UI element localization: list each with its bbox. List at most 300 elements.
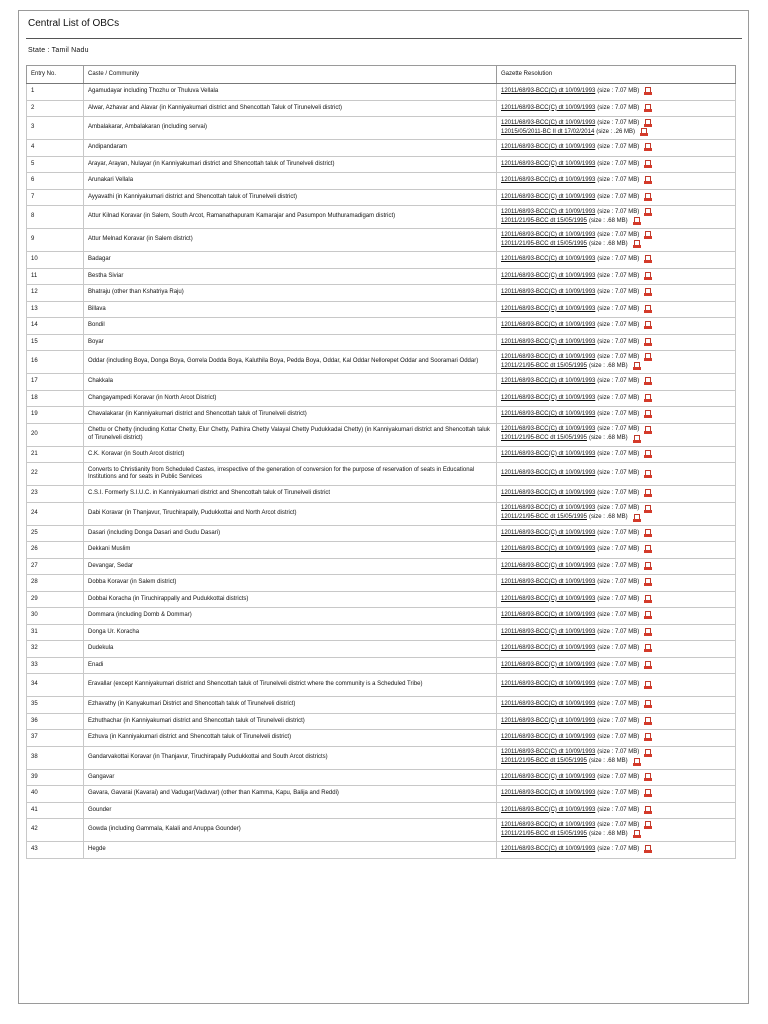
gazette-cell — [497, 730, 736, 747]
caste-name: Devangar, Sedar — [84, 558, 497, 575]
table-row — [27, 486, 736, 503]
table-row — [27, 525, 736, 542]
file-size: (size : 7.07 MB) — [597, 338, 640, 345]
file-size: (size : 7.07 MB) — [597, 177, 640, 184]
file-size: (size : 7.07 MB) — [597, 546, 640, 553]
gazette-link[interactable]: 12011/68/93-BCC(C) dt 10/09/1993 — [501, 579, 596, 586]
caste-name: Donga Ur. Koracha — [84, 624, 497, 641]
gazette-link[interactable]: 12011/68/93-BCC(C) dt 10/09/1993 — [501, 160, 596, 167]
caste-name: Oddar (including Boya, Donga Boya, Gorrela Dodda Boya, Kaluthila Boya, Pedda Boya, Oddar, Kal Oddar Nellorepet Oddar and Sooramari Oddar) — [84, 351, 497, 374]
file-size: (size : 7.07 MB) — [597, 426, 640, 433]
pdf-icon[interactable] — [644, 208, 652, 217]
table-row — [27, 641, 736, 658]
pdf-icon[interactable] — [644, 595, 652, 604]
pdf-icon[interactable] — [644, 288, 652, 297]
gazette-link[interactable]: 12011/68/93-BCC(C) dt 10/09/1993 — [501, 322, 596, 329]
gazette-link[interactable]: 12011/68/93-BCC(C) dt 10/09/1993 — [501, 846, 596, 853]
table-row — [27, 542, 736, 559]
entry-number: 10 — [27, 252, 84, 269]
table-row — [27, 252, 736, 269]
table-row — [27, 769, 736, 786]
gazette-link[interactable]: 12011/68/93-BCC(C) dt 10/09/1993 — [501, 546, 596, 553]
table-row — [27, 140, 736, 157]
entry-number: 22 — [27, 463, 84, 486]
table-row — [27, 575, 736, 592]
gazette-entry — [501, 821, 731, 830]
entry-number: 38 — [27, 746, 84, 769]
gazette-link[interactable]: 12011/68/93-BCC(C) dt 10/09/1993 — [501, 645, 596, 652]
gazette-cell — [497, 641, 736, 658]
gazette-entry — [501, 128, 731, 137]
entry-number: 14 — [27, 318, 84, 335]
pdf-icon[interactable] — [644, 733, 652, 742]
gazette-entry — [501, 806, 731, 815]
entry-number: 39 — [27, 769, 84, 786]
file-size: (size : 7.07 MB) — [597, 645, 640, 652]
table-row — [27, 558, 736, 575]
file-size: (size : 7.07 MB) — [597, 806, 640, 813]
entry-number: 16 — [27, 351, 84, 374]
file-size: (size : 7.07 MB) — [597, 353, 640, 360]
table-row — [27, 423, 736, 446]
pdf-icon[interactable] — [644, 193, 652, 202]
pdf-icon[interactable] — [644, 545, 652, 554]
table-row — [27, 674, 736, 697]
gazette-entry — [501, 505, 731, 514]
pdf-icon[interactable] — [644, 231, 652, 240]
header-caste: Caste / Community — [84, 66, 497, 84]
gazette-entry — [501, 545, 731, 554]
pdf-icon[interactable] — [644, 104, 652, 113]
table-row — [27, 334, 736, 351]
entry-number: 12 — [27, 285, 84, 302]
gazette-entry — [501, 661, 731, 670]
gazette-entry — [501, 272, 731, 281]
file-size: (size : 7.07 MB) — [597, 681, 640, 688]
gazette-link[interactable]: 12011/68/93-BCC(C) dt 10/09/1993 — [501, 208, 596, 215]
file-size: (size : 7.07 MB) — [597, 612, 640, 619]
gazette-entry — [501, 595, 731, 604]
pdf-icon[interactable] — [644, 611, 652, 620]
caste-name: C.K. Koravar (in South Arcot district) — [84, 446, 497, 463]
table-row — [27, 84, 736, 101]
file-size: (size : 7.07 MB) — [597, 701, 640, 708]
gazette-cell — [497, 100, 736, 117]
file-size: (size : .68 MB) — [588, 217, 628, 224]
pdf-icon[interactable] — [644, 255, 652, 264]
table-row — [27, 351, 736, 374]
pdf-icon[interactable] — [644, 143, 652, 152]
table-row — [27, 301, 736, 318]
file-size: (size : 7.07 MB) — [597, 104, 640, 111]
gazette-link[interactable]: 12011/68/93-BCC(C) dt 10/09/1993 — [501, 289, 596, 296]
table-row — [27, 746, 736, 769]
gazette-link[interactable]: 12011/68/93-BCC(C) dt 10/09/1993 — [501, 734, 596, 741]
gazette-entry — [501, 578, 731, 587]
caste-name: Chettu or Chetty (including Kottar Chetty, Elur Chetty, Pathira Chetty Valayal Chetty Pudukkadai Chetty) (in Kanniyakumari district and Shencottah taluk of Tirunelveli district) — [84, 423, 497, 446]
gazette-link[interactable]: 12011/68/93-BCC(C) dt 10/09/1993 — [501, 701, 596, 708]
gazette-link[interactable]: 12011/68/93-BCC(C) dt 10/09/1993 — [501, 529, 596, 536]
pdf-icon[interactable] — [644, 321, 652, 330]
gazette-link[interactable]: 12011/68/93-BCC(C) dt 10/09/1993 — [501, 426, 596, 433]
caste-name: Ezhuva (in Kanniyakumari district and Shencottah taluk of Tirunelveli district) — [84, 730, 497, 747]
pdf-icon[interactable] — [640, 128, 648, 137]
gazette-link[interactable]: 12011/68/93-BCC(C) dt 10/09/1993 — [501, 681, 596, 688]
caste-name: Bondil — [84, 318, 497, 335]
entry-number: 1 — [27, 84, 84, 101]
table-row — [27, 657, 736, 674]
gazette-cell — [497, 390, 736, 407]
gazette-link[interactable]: 12011/68/93-BCC(C) dt 10/09/1993 — [501, 378, 596, 385]
table-row — [27, 117, 736, 140]
entry-number: 27 — [27, 558, 84, 575]
caste-name: Dabi Koravar (in Thanjavur, Tiruchirapally, Pudukkottai and North Arcot district) — [84, 502, 497, 525]
gazette-link[interactable]: 12011/68/93-BCC(C) dt 10/09/1993 — [501, 353, 596, 360]
file-size: (size : 7.07 MB) — [597, 193, 640, 200]
header-gazette: Gazette Resolution — [497, 66, 736, 84]
gazette-entry — [501, 231, 731, 240]
gazette-cell — [497, 674, 736, 697]
pdf-icon[interactable] — [644, 176, 652, 185]
file-size: (size : .68 MB) — [588, 362, 628, 369]
gazette-link[interactable]: 12011/68/93-BCC(C) dt 10/09/1993 — [501, 104, 596, 111]
caste-name: Dekkani Muslim — [84, 542, 497, 559]
caste-name: Gangavar — [84, 769, 497, 786]
pdf-icon[interactable] — [644, 578, 652, 587]
entry-number: 31 — [27, 624, 84, 641]
pdf-icon[interactable] — [644, 562, 652, 571]
gazette-cell — [497, 351, 736, 374]
gazette-link[interactable]: 12011/21/95-BCC dt 15/05/1995 — [501, 240, 587, 247]
pdf-icon[interactable] — [644, 717, 652, 726]
pdf-icon[interactable] — [644, 773, 652, 782]
gazette-link[interactable]: 12011/68/93-BCC(C) dt 10/09/1993 — [501, 505, 596, 512]
pdf-icon[interactable] — [633, 514, 641, 523]
pdf-icon[interactable] — [644, 489, 652, 498]
pdf-icon[interactable] — [633, 435, 641, 444]
table-row — [27, 100, 736, 117]
entry-number: 37 — [27, 730, 84, 747]
gazette-link[interactable]: 12011/21/95-BCC dt 15/05/1995 — [501, 830, 587, 837]
caste-name: Dudekula — [84, 641, 497, 658]
gazette-cell — [497, 624, 736, 641]
pdf-icon[interactable] — [644, 749, 652, 758]
gazette-cell — [497, 463, 736, 486]
file-size: (size : 7.07 MB) — [597, 378, 640, 385]
caste-name: Attur Melnad Koravar (in Salem district) — [84, 229, 497, 252]
gazette-link[interactable]: 12011/68/93-BCC(C) dt 10/09/1993 — [501, 612, 596, 619]
gazette-cell — [497, 608, 736, 625]
gazette-entry — [501, 362, 731, 371]
entry-number: 2 — [27, 100, 84, 117]
table-row — [27, 502, 736, 525]
gazette-link[interactable]: 12011/68/93-BCC(C) dt 10/09/1993 — [501, 470, 596, 477]
file-size: (size : 7.07 MB) — [597, 208, 640, 215]
gazette-link[interactable]: 12011/68/93-BCC(C) dt 10/09/1993 — [501, 394, 596, 401]
file-size: (size : 7.07 MB) — [597, 505, 640, 512]
file-size: (size : .68 MB) — [588, 758, 628, 765]
table-row — [27, 786, 736, 803]
gazette-cell — [497, 502, 736, 525]
file-size: (size : 7.07 MB) — [597, 595, 640, 602]
caste-name: Gavara, Gavarai (Kavarai) and Vadugar(Vaduvar) (other than Kamma, Kapu, Balija and Reddi) — [84, 786, 497, 803]
title-divider — [26, 38, 742, 39]
table-row — [27, 189, 736, 206]
pdf-icon[interactable] — [644, 426, 652, 435]
gazette-link[interactable]: 12011/21/95-BCC dt 15/05/1995 — [501, 435, 587, 442]
gazette-entry — [501, 514, 731, 523]
gazette-link[interactable]: 12011/21/95-BCC dt 15/05/1995 — [501, 758, 587, 765]
file-size: (size : 7.07 MB) — [597, 144, 640, 151]
gazette-entry — [501, 208, 731, 217]
table-row — [27, 318, 736, 335]
pdf-icon[interactable] — [633, 758, 641, 767]
gazette-entry — [501, 644, 731, 653]
table-row — [27, 390, 736, 407]
entry-number: 26 — [27, 542, 84, 559]
pdf-icon[interactable] — [633, 362, 641, 371]
gazette-cell — [497, 842, 736, 859]
gazette-entry — [501, 681, 731, 690]
file-size: (size : 7.07 MB) — [597, 411, 640, 418]
header-entry-no: Entry No. — [27, 66, 84, 84]
gazette-link[interactable]: 12011/68/93-BCC(C) dt 10/09/1993 — [501, 144, 596, 151]
file-size: (size : 7.07 MB) — [597, 628, 640, 635]
gazette-link[interactable]: 12011/68/93-BCC(C) dt 10/09/1993 — [501, 717, 596, 724]
gazette-entry — [501, 758, 731, 767]
gazette-entry — [501, 87, 731, 96]
gazette-link[interactable]: 12011/68/93-BCC(C) dt 10/09/1993 — [501, 628, 596, 635]
file-size: (size : 7.07 MB) — [597, 305, 640, 312]
gazette-entry — [501, 176, 731, 185]
gazette-cell — [497, 84, 736, 101]
gazette-cell — [497, 173, 736, 190]
entry-number: 13 — [27, 301, 84, 318]
table-row — [27, 713, 736, 730]
gazette-entry — [501, 410, 731, 419]
caste-name: Bestha Siviar — [84, 268, 497, 285]
table-row — [27, 173, 736, 190]
gazette-link[interactable]: 12011/21/95-BCC dt 15/05/1995 — [501, 362, 587, 369]
gazette-cell — [497, 423, 736, 446]
pdf-icon[interactable] — [644, 821, 652, 830]
entry-number: 20 — [27, 423, 84, 446]
entry-number: 19 — [27, 407, 84, 424]
gazette-entry — [501, 240, 731, 249]
table-row — [27, 697, 736, 714]
file-size: (size : .68 MB) — [588, 830, 628, 837]
gazette-entry — [501, 562, 731, 571]
pdf-icon[interactable] — [644, 845, 652, 854]
gazette-link[interactable]: 12011/68/93-BCC(C) dt 10/09/1993 — [501, 193, 596, 200]
table-row — [27, 624, 736, 641]
gazette-entry — [501, 489, 731, 498]
gazette-entry — [501, 773, 731, 782]
pdf-icon[interactable] — [644, 700, 652, 709]
gazette-link[interactable]: 12011/21/95-BCC dt 15/05/1995 — [501, 217, 587, 224]
pdf-icon[interactable] — [644, 394, 652, 403]
table-row — [27, 802, 736, 819]
gazette-link[interactable]: 12011/68/93-BCC(C) dt 10/09/1993 — [501, 256, 596, 263]
caste-name: C.S.I. Formerly S.I.U.C. in Kanniyakumari district and Shencottah taluk of Tirunelveli district — [84, 486, 497, 503]
caste-name: Gounder — [84, 802, 497, 819]
gazette-entry — [501, 435, 731, 444]
file-size: (size : 7.07 MB) — [597, 272, 640, 279]
gazette-link[interactable]: 12011/68/93-BCC(C) dt 10/09/1993 — [501, 490, 596, 497]
pdf-icon[interactable] — [644, 470, 652, 479]
gazette-link[interactable]: 12011/68/93-BCC(C) dt 10/09/1993 — [501, 562, 596, 569]
caste-name: Agamudayar including Thozhu or Thuluva Vellala — [84, 84, 497, 101]
pdf-icon[interactable] — [644, 644, 652, 653]
gazette-cell — [497, 697, 736, 714]
gazette-entry — [501, 470, 731, 479]
table-row — [27, 608, 736, 625]
caste-name: Dobba Koravar (in Salem district) — [84, 575, 497, 592]
gazette-link[interactable]: 12011/68/93-BCC(C) dt 10/09/1993 — [501, 661, 596, 668]
entry-number: 29 — [27, 591, 84, 608]
gazette-link[interactable]: 12011/68/93-BCC(C) dt 10/09/1993 — [501, 272, 596, 279]
file-size: (size : 7.07 MB) — [597, 579, 640, 586]
gazette-link[interactable]: 12011/68/93-BCC(C) dt 10/09/1993 — [501, 305, 596, 312]
table-row — [27, 730, 736, 747]
entry-number: 5 — [27, 156, 84, 173]
pdf-icon[interactable] — [644, 529, 652, 538]
entry-number: 8 — [27, 206, 84, 229]
gazette-cell — [497, 486, 736, 503]
table-row — [27, 446, 736, 463]
table-row — [27, 285, 736, 302]
gazette-entry — [501, 193, 731, 202]
gazette-cell — [497, 446, 736, 463]
caste-name: Dasari (including Donga Dasari and Gudu Dasari) — [84, 525, 497, 542]
gazette-entry — [501, 749, 731, 758]
caste-name: Chavalakarar (in Kanniyakumari district and Shencottah taluk of Tirunelveli district) — [84, 407, 497, 424]
entry-number: 36 — [27, 713, 84, 730]
entry-number: 41 — [27, 802, 84, 819]
gazette-cell — [497, 713, 736, 730]
caste-name: Alwar, Azhavar and Alavar (in Kanniyakumari district and Shencottah Taluk of Tirunelveli district) — [84, 100, 497, 117]
entry-number: 24 — [27, 502, 84, 525]
pdf-icon[interactable] — [644, 305, 652, 314]
file-size: (size : 7.07 MB) — [597, 490, 640, 497]
gazette-link[interactable]: 12011/68/93-BCC(C) dt 10/09/1993 — [501, 806, 596, 813]
table-row — [27, 819, 736, 842]
gazette-cell — [497, 156, 736, 173]
pdf-icon[interactable] — [633, 240, 641, 249]
file-size: (size : .26 MB) — [596, 128, 635, 135]
entry-number: 25 — [27, 525, 84, 542]
gazette-link[interactable]: 12011/68/93-BCC(C) dt 10/09/1993 — [501, 450, 596, 457]
table-header-row — [27, 66, 736, 84]
file-size: (size : .68 MB) — [588, 435, 628, 442]
pdf-icon[interactable] — [644, 661, 652, 670]
caste-name: Chakkala — [84, 374, 497, 391]
state-label: State : Tamil Nadu — [28, 47, 89, 54]
gazette-link[interactable]: 12011/68/93-BCC(C) dt 10/09/1993 — [501, 773, 596, 780]
gazette-link[interactable]: 12011/68/93-BCC(C) dt 10/09/1993 — [501, 119, 596, 126]
pdf-icon[interactable] — [633, 830, 641, 839]
gazette-entry — [501, 377, 731, 386]
file-size: (size : 7.07 MB) — [597, 256, 640, 263]
pdf-icon[interactable] — [644, 119, 652, 128]
gazette-cell — [497, 229, 736, 252]
file-size: (size : 7.07 MB) — [597, 119, 640, 126]
gazette-entry — [501, 217, 731, 226]
pdf-icon[interactable] — [644, 377, 652, 386]
pdf-icon[interactable] — [644, 628, 652, 637]
file-size: (size : 7.07 MB) — [597, 394, 640, 401]
gazette-entry — [501, 119, 731, 128]
caste-name: Bhatraju (other than Kshatriya Raju) — [84, 285, 497, 302]
gazette-link[interactable]: 12011/68/93-BCC(C) dt 10/09/1993 — [501, 749, 596, 756]
file-size: (size : 7.07 MB) — [597, 88, 640, 95]
gazette-link[interactable]: 12011/68/93-BCC(C) dt 10/09/1993 — [501, 88, 596, 95]
entry-number: 32 — [27, 641, 84, 658]
gazette-link[interactable]: 12011/68/93-BCC(C) dt 10/09/1993 — [501, 595, 596, 602]
pdf-icon[interactable] — [644, 353, 652, 362]
gazette-link[interactable]: 12011/68/93-BCC(C) dt 10/09/1993 — [501, 821, 596, 828]
gazette-cell — [497, 318, 736, 335]
file-size: (size : 7.07 MB) — [597, 529, 640, 536]
gazette-link[interactable]: 12011/68/93-BCC(C) dt 10/09/1993 — [501, 790, 596, 797]
entry-number: 43 — [27, 842, 84, 859]
file-size: (size : 7.07 MB) — [597, 821, 640, 828]
pdf-icon[interactable] — [644, 681, 652, 690]
gazette-link[interactable]: 12011/68/93-BCC(C) dt 10/09/1993 — [501, 411, 596, 418]
gazette-entry — [501, 830, 731, 839]
gazette-link[interactable]: 12011/21/95-BCC dt 15/05/1995 — [501, 514, 587, 521]
file-size: (size : 7.07 MB) — [597, 661, 640, 668]
caste-name: Ambalakarar, Ambalakaran (including servai) — [84, 117, 497, 140]
pdf-icon[interactable] — [644, 410, 652, 419]
gazette-link[interactable]: 12011/68/93-BCC(C) dt 10/09/1993 — [501, 231, 596, 238]
file-size: (size : 7.07 MB) — [597, 160, 640, 167]
entry-number: 9 — [27, 229, 84, 252]
gazette-link[interactable]: 12011/68/93-BCC(C) dt 10/09/1993 — [501, 338, 596, 345]
caste-name: Gandarvakottai Koravar (in Thanjavur, Tiruchirapally Pudukkottai and South Arcot districts) — [84, 746, 497, 769]
table-row — [27, 156, 736, 173]
gazette-cell — [497, 558, 736, 575]
pdf-icon[interactable] — [644, 272, 652, 281]
gazette-entry — [501, 255, 731, 264]
entry-number: 15 — [27, 334, 84, 351]
caste-name: Arunakari Vellala — [84, 173, 497, 190]
pdf-icon[interactable] — [644, 338, 652, 347]
gazette-entry — [501, 733, 731, 742]
pdf-icon[interactable] — [644, 505, 652, 514]
pdf-icon[interactable] — [644, 789, 652, 798]
gazette-cell — [497, 268, 736, 285]
gazette-link[interactable]: 12015/05/2011-BC II dt 17/02/2014 — [501, 128, 595, 135]
gazette-cell — [497, 802, 736, 819]
pdf-icon[interactable] — [644, 87, 652, 96]
gazette-cell — [497, 525, 736, 542]
gazette-cell — [497, 819, 736, 842]
entry-number: 11 — [27, 268, 84, 285]
pdf-icon[interactable] — [644, 160, 652, 169]
pdf-icon[interactable] — [633, 217, 641, 226]
pdf-icon[interactable] — [644, 806, 652, 815]
entry-number: 34 — [27, 674, 84, 697]
caste-name: Boyar — [84, 334, 497, 351]
file-size: (size : 7.07 MB) — [597, 846, 640, 853]
gazette-link[interactable]: 12011/68/93-BCC(C) dt 10/09/1993 — [501, 177, 596, 184]
file-size: (size : 7.07 MB) — [597, 231, 640, 238]
table-row — [27, 407, 736, 424]
pdf-icon[interactable] — [644, 450, 652, 459]
entry-number: 4 — [27, 140, 84, 157]
table-row — [27, 229, 736, 252]
